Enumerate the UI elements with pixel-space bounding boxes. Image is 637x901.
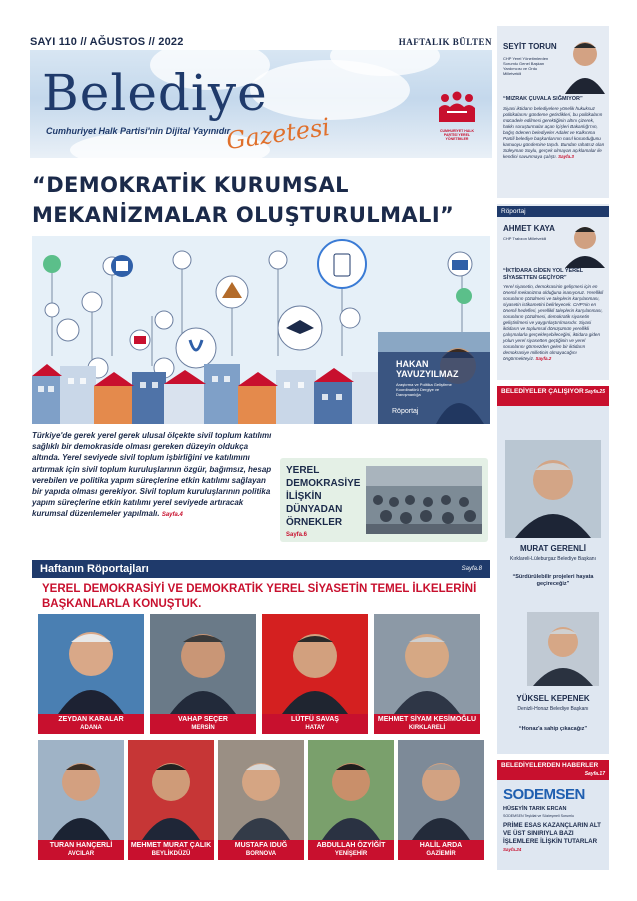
kaya-portrait (559, 220, 607, 268)
sodemsen-logo: SODEMSEN (503, 786, 585, 803)
torun-page-ref[interactable]: Sayfa.3 (558, 154, 574, 159)
lead-text: Türkiye'de gerek yerel gerek ulusal ölçekte sivil toplum katılımı sağlıklı bir demokraside olması gereken düzeyin oldukça altında. Yerel seviyede sivil toplum işbirliğini ve katılımını artırmak için sivil toplum kuruluşlarının özgür, bağımsız, hesap verebilen ve politika yapım süreçlerine etkin katılımı sağlayan bir yapıda olması gerekiyor. Sivil toplum kuruluşlarının politika yapım süreçlerine etkin katılımı yerel seviyede artıracak kurumsal düzenlemeler yapılmalı. (32, 431, 272, 519)
torun-body (503, 106, 605, 160)
masthead-script: Gazetesi (224, 112, 332, 156)
kepenek-portrait (527, 612, 599, 686)
mayor-city: YENİŞEHİR (334, 851, 368, 857)
interviews-section-bar[interactable] (32, 560, 490, 578)
municipalities-tag-ref: Sayfa.25 (584, 389, 605, 395)
kepenek-name: YÜKSEL KEPENEK (516, 694, 590, 703)
mayor-card[interactable] (128, 740, 214, 860)
lead-page-ref[interactable]: Sayfa.4 (161, 512, 183, 519)
mayor-city: BORNOVA (245, 851, 277, 857)
mayor-name: MUSTAFA IDUĞ (234, 842, 288, 849)
torun-body-text: Siyasi iktidarın belediyelere yönelik hukuksuz politikalarını gündeme getirdikleri, bu politikaların mücadele edilmesi gerektiğinin altını çizerek, hakkı soruşturmalar açan İçişleri Bakanlığı'nın, bağış ödenen belediyeler Adalet ve Kalkınma Partili belediye başkanlarının nasıl korunduğunu kamuoyu gündemine taşıdı. Bundan rahatsız olan Süleyman Soylu, gerçek olmayan açıklamalar ile kendini savunmaya çalıştı. (503, 106, 605, 159)
issue-info: SAYI 110 // AĞUSTOS // 2022 (30, 36, 184, 48)
kaya-body (503, 284, 605, 362)
kepenek-quote: “Honaz'a sahip çıkacağız” (518, 726, 588, 732)
masthead-title: Belediye (42, 64, 268, 122)
masthead (30, 50, 492, 158)
chp-logo-text: CUMHURİYET HALK PARTİSİ YEREL YÖNETİMLER (439, 129, 475, 142)
mayor-name: ABDULLAH ÖZYİĞİT (316, 842, 386, 849)
mayor-name: MEHMET MURAT ÇALIK (130, 842, 212, 849)
mayor-card[interactable] (398, 740, 484, 860)
news-person: HÜSEYİN TARIK ERCAN (503, 806, 567, 812)
interviews-title: Haftanın Röportajları (40, 563, 149, 575)
weekly-label: HAFTALIK BÜLTEN (398, 37, 492, 47)
torun-portrait (559, 32, 607, 94)
mayor-card[interactable] (308, 740, 394, 860)
kaya-tag: Röportaj (497, 206, 609, 217)
main-headline[interactable]: “DEMOKRATİK KURUMSAL MEKANİZMALAR OLUŞTURULMALI” (32, 173, 455, 227)
gerenli-name: MURAT GERENLİ (519, 544, 587, 553)
world-examples-page-ref: Sayfa.6 (286, 532, 308, 538)
municipalities-tag (497, 386, 609, 406)
kaya-name: AHMET KAYA (503, 224, 555, 233)
news-page-ref[interactable]: Sayfa.24 (503, 847, 522, 852)
municipalities-tag-text: BELEDİYELER ÇALIŞIYOR (501, 388, 584, 395)
mayor-card[interactable] (38, 740, 124, 860)
kepenek-role: Denizli-Honaz Belediye Başkanı (517, 706, 589, 712)
news-person-role: SODEMSEN Teşkilat ve Sözleşmeli Sorumlu (503, 814, 575, 818)
kaya-role: CHP Trabzon Milletvekili (503, 236, 547, 241)
hero-person-role: Araştırma ve Politika Geliştirme Koordinatörü Dergiye ve Danışmanlığa (396, 382, 452, 397)
news-title-text: PRİME ESAS KAZANÇLARIN ALT VE ÜST SINIRIYLA BAZI İŞLEMLERE İLİŞKİN TUTARLAR (503, 822, 601, 845)
mayor-name: TURAN HANÇERLİ (49, 842, 113, 849)
hero-person-name: HAKAN YAVUZYILMAZ (396, 359, 459, 379)
mayor-city: HATAY (305, 725, 325, 731)
hero-tag: Röportaj (392, 408, 419, 415)
conference-photo (366, 466, 482, 534)
sidebar-news-box[interactable] (497, 760, 609, 870)
gerenli-portrait (505, 440, 601, 538)
chp-people-icon (437, 90, 477, 124)
mayor-city: ADANA (80, 725, 102, 731)
mayor-city: BEYLİKDÜZÜ (151, 851, 191, 857)
torun-name: SEYİT TORUN (503, 42, 557, 51)
news-tag-ref: Sayfa.17 (584, 771, 605, 777)
kaya-body-text: Yerel siyasetin, demokrasinin gelişmesi için en önemli mekanizma olduğuna inanıyoruz. Yerellikli sorunların çözülmesi ve taleplerin karşılanması, siyasetin istikametini belirleyecek. CHP'nin en önemli hedefleri, yerellikli taleplerin karşılanması, sorunların çözülmesi, demokratik siyasetin geliştirilmesi ve yaygınlaştırılmasıdır. Siyasi iktidarın ve toplumsal dönüşümün yerellikli çalışmalarla gerçekleşebileceğini, iktidara giden yolun yerel siyasetten geçtiğinin ve yerel sorunlarını görmezden gelen bir iktidarın demokrasiye milletinin olmayacağını öngörmekteyiz. (503, 284, 604, 361)
sidebar-municipalities-box[interactable] (497, 386, 609, 754)
kaya-quote: “İKTİDARA GİDEN YOL YEREL SİYASETTEN GEÇİYOR” (503, 268, 584, 281)
issue-bar (30, 34, 492, 50)
sidebar-kaya-box[interactable] (497, 204, 609, 380)
interviews-page-ref: Sayfa.8 (461, 566, 482, 572)
kaya-page-ref[interactable]: Sayfa.2 (535, 356, 552, 361)
mayor-card[interactable] (262, 614, 368, 734)
mayor-card[interactable] (218, 740, 304, 860)
news-title (503, 822, 605, 854)
torun-quote: “MIZRAK ÇUVALA SIĞMIYOR” (503, 96, 583, 102)
chp-logo (434, 90, 480, 142)
mayor-city: AVCILAR (67, 851, 95, 857)
news-tag (497, 760, 609, 780)
world-examples-title: YEREL DEMOKRASİYE İLİŞKİN DÜNYADAN ÖRNEKLER (286, 465, 361, 528)
masthead-subtitle: Cumhuriyet Halk Partisi'nin Dijital Yayınıdır (46, 126, 231, 136)
mayor-name: HALİL ARDA (419, 842, 463, 849)
gerenli-quote: “Sürdürülebilir projeleri hayata geçireceğiz” (512, 574, 594, 587)
lead-paragraph (32, 430, 278, 522)
mayor-name: VAHAP SEÇER (178, 716, 228, 723)
sidebar-torun-box[interactable] (497, 26, 609, 198)
mayor-name: MEHMET SİYAM KESİMOĞLU (377, 716, 477, 723)
world-examples-box[interactable] (280, 458, 488, 542)
mayor-city: MERSİN (191, 725, 215, 731)
mayor-card[interactable] (38, 614, 144, 734)
gerenli-role: Kırklareli-Lüleburgaz Belediye Başkanı (510, 556, 596, 562)
interviews-heading: YEREL DEMOKRASİYİ VE DEMOKRATİK YEREL SİYASETİN TEMEL İLKELERİNİ BAŞKANLARLA KONUŞTUK. (42, 583, 477, 610)
mayor-card[interactable] (150, 614, 256, 734)
mayor-city: KIRKLARELİ (408, 725, 446, 731)
mayor-name: LÜTFÜ SAVAŞ (291, 716, 339, 723)
torun-role: CHP Yerel Yönetimlerden Sorumlu Genel Başkan Yardımcısı ve Ordu Milletvekili (503, 56, 549, 76)
mayor-card[interactable] (374, 614, 480, 734)
hero-illustration[interactable] (32, 236, 490, 424)
mayor-city: GAZİEMİR (426, 851, 456, 857)
mayor-name: ZEYDAN KARALAR (58, 716, 124, 723)
news-tag-text: BELEDİYELERDEN HABERLER (501, 762, 599, 769)
